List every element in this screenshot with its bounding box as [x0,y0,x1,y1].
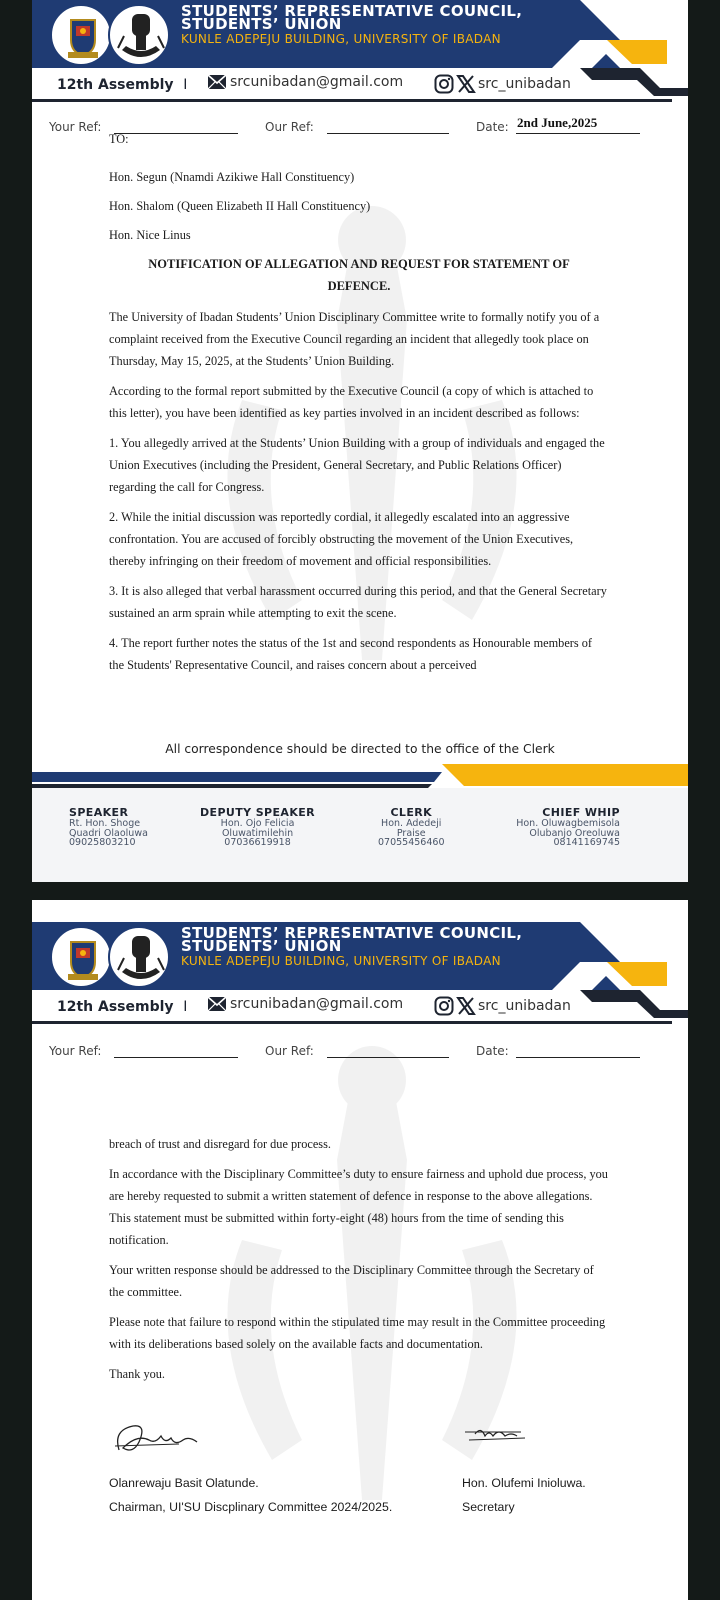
date-value: 2nd June,2025 [517,115,598,130]
allegation-4: 4. The report further notes the status of the 1st and second respondents as Honourable members of the Students' Representative Council, and raises concern about a perceived [109,636,592,672]
instagram-icon [434,996,454,1016]
reference-line-2 [32,1044,688,1062]
crest-icon [50,926,112,988]
your-ref-label: Your Ref: [49,120,102,134]
council-title: STUDENTS’ REPRESENTATIVE COUNCIL, [181,924,523,942]
union-title: STUDENTS’ UNION [181,937,342,955]
letterhead-banner-2 [32,922,688,990]
paragraph-thanks: Thank you. [109,1367,166,1381]
social-handle-text: src_unibadan [478,998,571,1014]
our-ref-label: Our Ref: [265,1044,314,1058]
letter-page-1 [32,0,688,882]
date-label: Date: [476,120,509,134]
union-title: STUDENTS’ UNION [181,15,342,33]
officer-deputy-speaker: DEPUTY SPEAKER Hon. Ojo Felicia Oluwatimilehin 07036619918 [200,806,316,848]
email-contact[interactable] [208,74,403,90]
paragraph-request: In accordance with the Disciplinary Committee’s duty to ensure fairness and uphold due process, you are hereby requested to submit a written statement of defence in response to the above allegations. This statement must be submitted within forty-eight (48) hours from the time of sending this notification. [109,1167,608,1247]
allegation-2: 2. While the initial discussion was reportedly cordial, it allegedly escalated into an aggressive confrontation. You are accused of forcibly obstructing the movement of the Union Executives, thereby infringing on their freedom of movement and official responsibilities. [109,510,574,568]
address-subtitle: KUNLE ADEPEJU BUILDING, UNIVERSITY OF IBADAN [181,954,501,968]
instagram-icon [434,74,454,94]
signatures-block [109,1420,669,1540]
secretary-title: Secretary [462,1500,515,1514]
paragraph-intro: The University of Ibadan Students’ Union Disciplinary Committee write to formally notify you of a complaint received from the Executive Council regarding an incident that allegedly took place on Thursday, May 15, 2025, at the Students’ Union Building. [109,310,600,368]
officer-chief-whip: CHIEF WHIP Hon. Oluwagbemisola Olubanjo Oreoluwa 08141169745 [516,806,620,848]
your-ref-label: Your Ref: [49,1044,102,1058]
email-text: srcunibadan@gmail.com [230,996,404,1012]
fist-logo-icon [108,926,170,988]
to-label: TO: [109,132,129,146]
email-contact[interactable] [208,996,403,1012]
council-title: STUDENTS’ REPRESENTATIVE COUNCIL, [181,2,523,20]
chairman-title: Chairman, UI'SU Discplinary Committee 2024/2025. [109,1500,393,1514]
letter-page-2 [32,900,688,1600]
assembly-label: 12th Assembly I [57,999,188,1015]
paragraph-continuation: breach of trust and disregard for due process. [109,1137,331,1151]
assembly-label: 12th Assembly I [57,77,188,93]
email-text: srcunibadan@gmail.com [230,74,404,90]
chairman-name: Olanrewaju Basit Olatunde. [109,1476,259,1490]
social-contact[interactable] [434,74,571,94]
allegation-1: 1. You allegedly arrived at the Students’ Union Building with a group of individuals and engaged the Union Executives (including the President, General Secretary, and Public Relations Officer) regarding the call for Congress. [109,436,605,494]
date-label: Date: [476,1044,509,1058]
our-ref-label: Our Ref: [265,120,314,134]
officer-clerk: CLERK Hon. Adedeji Praise 07055456460 [378,806,445,848]
paragraph-warning: Please note that failure to respond within the stipulated time may result in the Committee proceeding with its deliberations based solely on the available facts and documentation. [109,1315,606,1351]
crest-icon [50,4,112,66]
paragraph-report: According to the formal report submitted by the Executive Council (a copy of which is attached to this letter), you have been identified as key parties involved in an incident described as follows: [109,384,594,420]
fist-logo-icon [108,4,170,66]
social-contact[interactable] [434,996,571,1016]
correspondence-note: All correspondence should be directed to the office of the Clerk [165,742,555,756]
address-subtitle: KUNLE ADEPEJU BUILDING, UNIVERSITY OF IBADAN [181,32,501,46]
secretary-name: Hon. Olufemi Inioluwa. [462,1476,586,1490]
x-icon [456,74,476,94]
recipient-1: Hon. Segun (Nnamdi Azikiwe Hall Constituency) [109,170,355,184]
footer-band [32,764,688,790]
allegation-3: 3. It is also alleged that verbal harassment occurred during this period, and that the General Secretary sustained an arm sprain while attempting to exit the scene. [109,584,607,620]
letter-heading: NOTIFICATION OF ALLEGATION AND REQUEST FOR STATEMENT OF DEFENCE. [148,257,570,293]
social-handle-text: src_unibadan [478,76,571,92]
recipient-2: Hon. Shalom (Queen Elizabeth II Hall Constituency) [109,199,371,213]
letter-body-page-2 [109,1133,609,1393]
letterhead-banner [32,0,688,68]
recipient-3: Hon. Nice Linus [109,228,191,242]
x-icon [456,996,476,1016]
paragraph-address: Your written response should be addressed to the Disciplinary Committee through the Secretary of the committee. [109,1263,594,1299]
secretary-signature-icon [461,1422,531,1448]
chairman-signature-icon [109,1420,209,1460]
envelope-icon [208,75,226,89]
officer-speaker: SPEAKER Rt. Hon. Shoge Quadri Olaoluwa 09025803210 [69,806,148,848]
letter-body-page-1 [109,132,609,684]
envelope-icon [208,997,226,1011]
